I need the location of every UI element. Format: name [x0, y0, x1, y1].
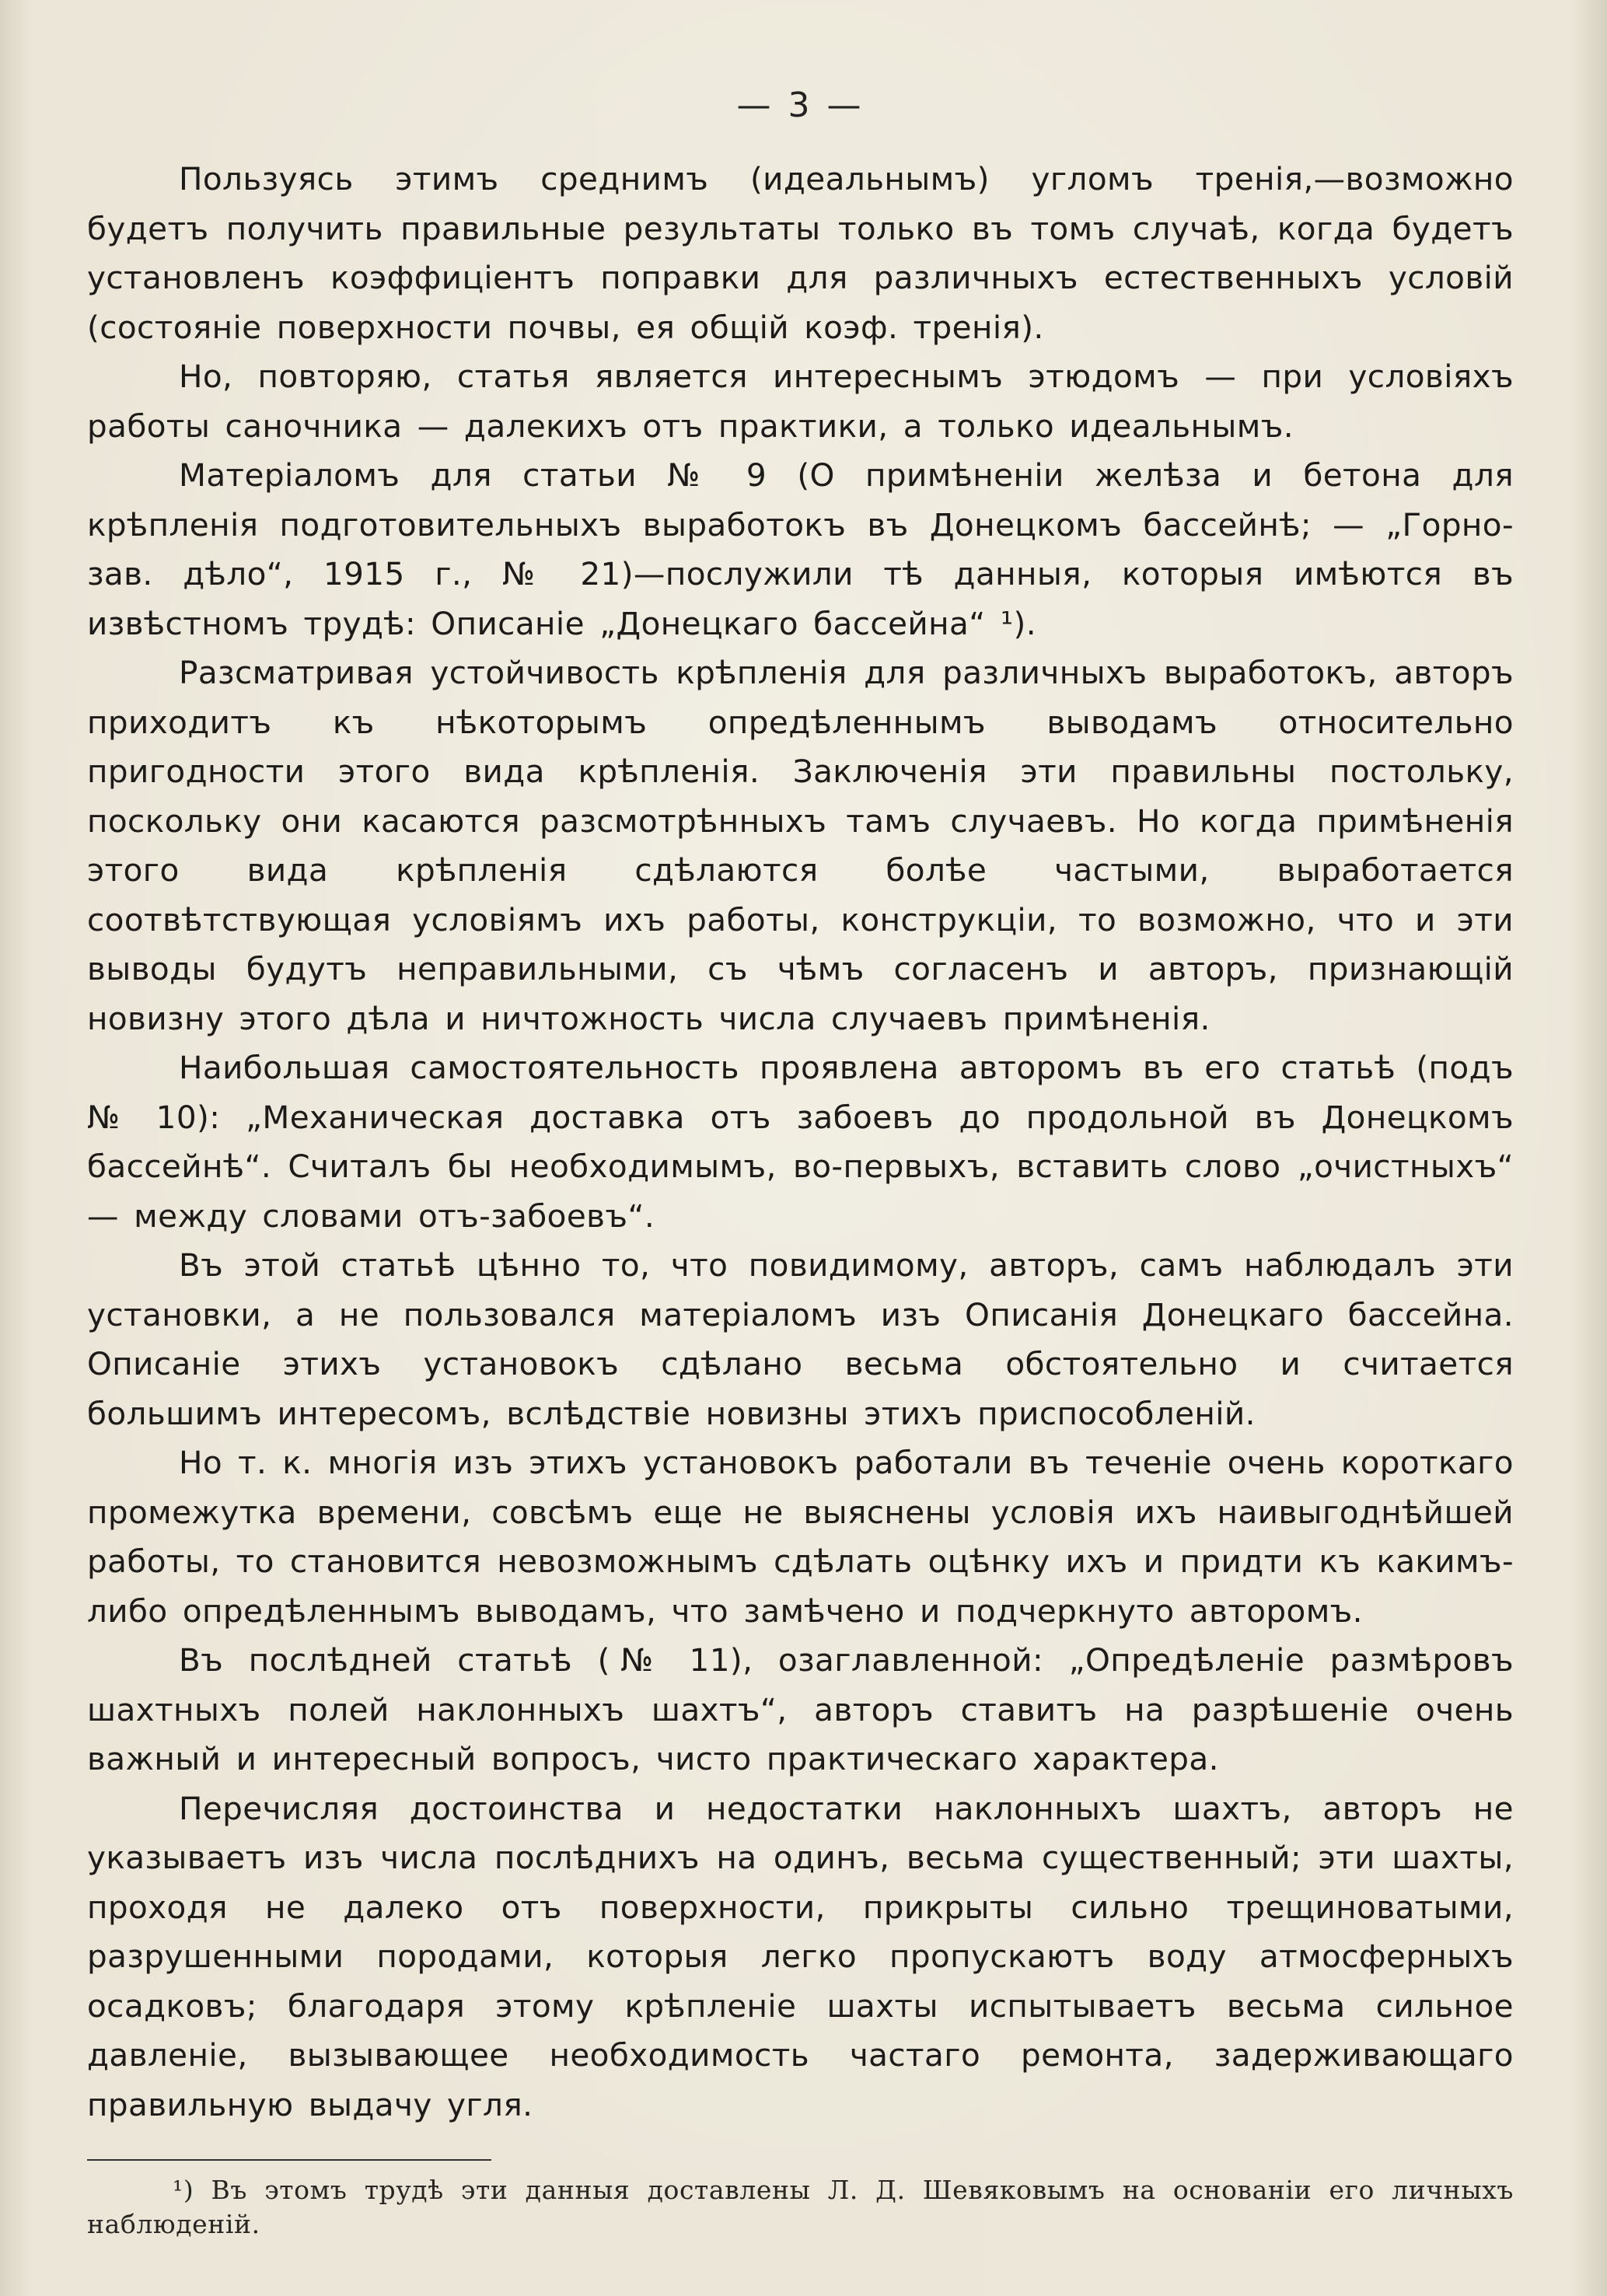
paragraph: Пользуясь этимъ среднимъ (идеальнымъ) угломъ тренія,—возможно будетъ получить правильные результаты только въ томъ случаѣ, когда будетъ установленъ коэффиціентъ поправки для различныхъ естественныхъ условій (состояніе поверхности почвы, ея общій коэф. тренія).: [87, 160, 1514, 346]
page-number: — 3 —: [736, 86, 865, 125]
paragraph: Наибольшая самостоятельность проявлена авторомъ въ его статьѣ (подъ № 10): „Механическая доставка отъ забоевъ до продольной въ Донецкомъ бассейнѣ“. Считалъ бы необходимымъ, во-первыхъ, вставить слово „очистныхъ“ — между словами отъ-забоевъ“.: [87, 1049, 1514, 1235]
paragraph: Разсматривая устойчивость крѣпленія для различныхъ выработокъ, авторъ приходитъ къ нѣкоторымъ опредѣленнымъ выводамъ относительно пригодности этого вида крѣпленія. Заключенія эти правильны постольку, поскольку они касаются разсмотрѣнныхъ тамъ случаевъ. Но когда примѣненія этого вида крѣпленія сдѣлаются болѣе частыми, выработается соотвѣтствующая условіямъ ихъ работы, конструкціи, то возможно, что и эти выводы будутъ неправильными, съ чѣмъ согласенъ и авторъ, признающій новизну этого дѣла и ничтожность числа случаевъ примѣненія.: [87, 654, 1514, 1037]
footnote-divider: [87, 2159, 491, 2161]
footnote: ¹) Въ этомъ трудѣ эти данныя доставлены Л. Д. Шевяковымъ на основаніи его личныхъ наблюденій.: [87, 2175, 1514, 2239]
body-text: [87, 155, 1514, 2130]
paragraph: Матеріаломъ для статьи № 9 (О примѣненіи желѣза и бетона для крѣпленія подготовительныхъ выработокъ въ Донецкомъ бассейнѣ; — „Горно-зав. дѣло“, 1915 г., № 21)—послужили тѣ данныя, которыя имѣются въ извѣстномъ трудѣ: Описаніе „Донецкаго бассейна“ ¹).: [87, 456, 1514, 642]
paragraph: Но, повторяю, статья является интереснымъ этюдомъ — при условіяхъ работы саночника — далекихъ отъ практики, а только идеальнымъ.: [87, 358, 1514, 445]
paragraph: Перечисляя достоинства и недостатки наклонныхъ шахтъ, авторъ не указываетъ изъ числа послѣднихъ на одинъ, весьма существенный; эти шахты, проходя не далеко отъ поверхности, прикрыты сильно трещиноватыми, разрушенными породами, которыя легко пропускаютъ воду атмосферныхъ осадковъ; благодаря этому крѣпленіе шахты испытываетъ весьма сильное давленіе, вызывающее необходимость частаго ремонта, задерживающаго правильную выдачу угля.: [87, 1789, 1514, 2123]
paragraph: Въ послѣдней статьѣ (№ 11), озаглавленной: „Опредѣленіе размѣровъ шахтныхъ полей наклонныхъ шахтъ“, авторъ ставитъ на разрѣшеніе очень важный и интересный вопросъ, чисто практическаго характера.: [87, 1641, 1514, 1777]
paragraph: Но т. к. многія изъ этихъ установокъ работали въ теченіе очень короткаго промежутка времени, совсѣмъ еще не выяснены условія ихъ наивыгоднѣйшей работы, то становится невозможнымъ сдѣлать оцѣнку ихъ и придти къ какимъ-либо опредѣленнымъ выводамъ, что замѣчено и подчеркнуто авторомъ.: [87, 1444, 1514, 1630]
paragraph: Въ этой статьѣ цѣнно то, что повидимому, авторъ, самъ наблюдалъ эти установки, а не пользовался матеріаломъ изъ Описанія Донецкаго бассейна. Описаніе этихъ установокъ сдѣлано весьма обстоятельно и считается большимъ интересомъ, вслѣдствіе новизны этихъ приспособленій.: [87, 1246, 1514, 1432]
